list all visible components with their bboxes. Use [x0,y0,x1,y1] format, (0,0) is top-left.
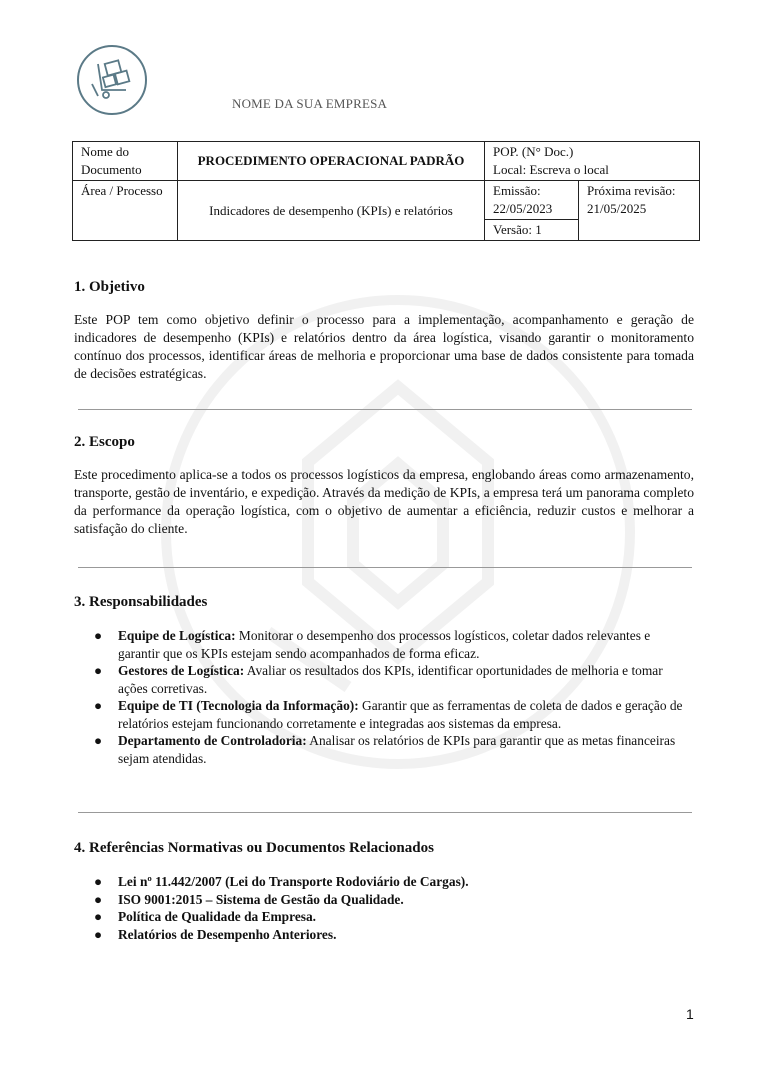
section-objective [74,279,694,383]
issue-date: 22/05/2023 [493,201,553,216]
section-scope [74,434,694,538]
item-text: Monitorar o desempenho dos processos logísticos, coletar dados relevantes e garantir que os KPIs estejam sendo acompanhados de forma eficaz. [118,628,651,661]
label-area: Área / Processo [73,181,178,241]
divider [78,567,692,568]
next-review-cell [579,181,700,241]
references-heading: 4. Referências Normativas ou Documentos Relacionados [74,840,434,856]
bullet-icon: ● [94,909,103,924]
document-title: PROCEDIMENTO OPERACIONAL PADRÃO [178,142,485,181]
next-review-date: 21/05/2025 [587,201,647,216]
bullet-icon: ● [94,926,103,942]
bullet-icon: ● [94,874,103,889]
item-title: Equipe de TI (Tecnologia da Informação): [118,698,359,713]
label-next-review: Próxima revisão: [587,183,676,198]
references-list [74,873,694,943]
item-title: Departamento de Controladoria: [118,733,307,748]
section-responsibilities [74,594,694,767]
divider [78,812,692,813]
bullet-icon: ● [94,733,103,748]
scope-heading: 2. Escopo [74,434,135,450]
list-item [74,926,694,944]
reference-text: Lei nº 11.442/2007 (Lei do Transporte Rodoviário de Cargas). [118,874,469,889]
bullet-icon: ● [94,663,103,678]
location: Local: Escreva o local [493,162,609,177]
pop-location-cell [485,142,700,181]
section-references [74,840,694,943]
item-text: Analisar os relatórios de KPIs para garantir que as metas financeiras sejam atendidas. [118,733,676,766]
area-value: Indicadores de desempenho (KPIs) e relatórios [178,181,485,241]
bullet-icon: ● [94,698,103,713]
list-item [74,697,690,732]
objective-text: Este POP tem como objetivo definir o processo para a implementação, acompanhamento e geração de indicadores de desempenho (KPIs) e relatórios dentro da área logística, visando garantir o monitoramento contínuo dos processos, identificar áreas de melhoria e proporcionar uma base de dados consistente para tomada de decisões estratégicas. [74,312,694,381]
list-item [74,873,694,891]
page-number: 1 [686,1006,694,1022]
reference-text: Relatórios de Desempenho Anteriores. [118,926,337,942]
label-issue: Emissão: [493,183,541,198]
item-title: Gestores de Logística: [118,663,245,678]
document-header-table [72,141,700,241]
pop-number: POP. (N° Doc.) [493,144,574,159]
list-item [74,891,694,909]
item-title: Equipe de Logística: [118,628,236,643]
list-item [74,627,690,662]
company-name: NOME DA SUA EMPRESA [232,96,388,111]
list-item [74,908,694,926]
label-document-name: Nome do Documento [73,142,178,181]
bullet-icon: ● [94,891,103,907]
list-item [74,662,690,697]
divider [78,409,692,410]
objective-heading: 1. Objetivo [74,279,145,295]
responsibilities-list [74,627,694,767]
list-item [74,732,690,767]
item-text: Avaliar os resultados dos KPIs, identificar oportunidades de melhoria e tomar ações corretivas. [118,663,663,696]
reference-text: Política de Qualidade da Empresa. [118,909,317,924]
responsibilities-heading: 3. Responsabilidades [74,594,208,610]
issue-cell [485,181,579,220]
scope-text: Este procedimento aplica-se a todos os processos logísticos da empresa, englobando áreas como armazenamento, transporte, gestão de inventário, e expedição. Através da medição de KPIs, a empresa terá um panorama completo da performance da operação logística, com o objetivo de aumentar a eficiência, reduzir custos e melhorar a satisfação do cliente. [74,467,694,536]
reference-text: ISO 9001:2015 – Sistema de Gestão da Qualidade. [118,891,404,907]
item-text: Garantir que as ferramentas de coleta de dados e geração de relatórios estejam funcionando corretamente e integradas aos sistemas da empresa. [118,698,683,731]
version: Versão: 1 [485,220,579,241]
company-logo-icon [76,44,148,116]
bullet-icon: ● [94,628,103,643]
